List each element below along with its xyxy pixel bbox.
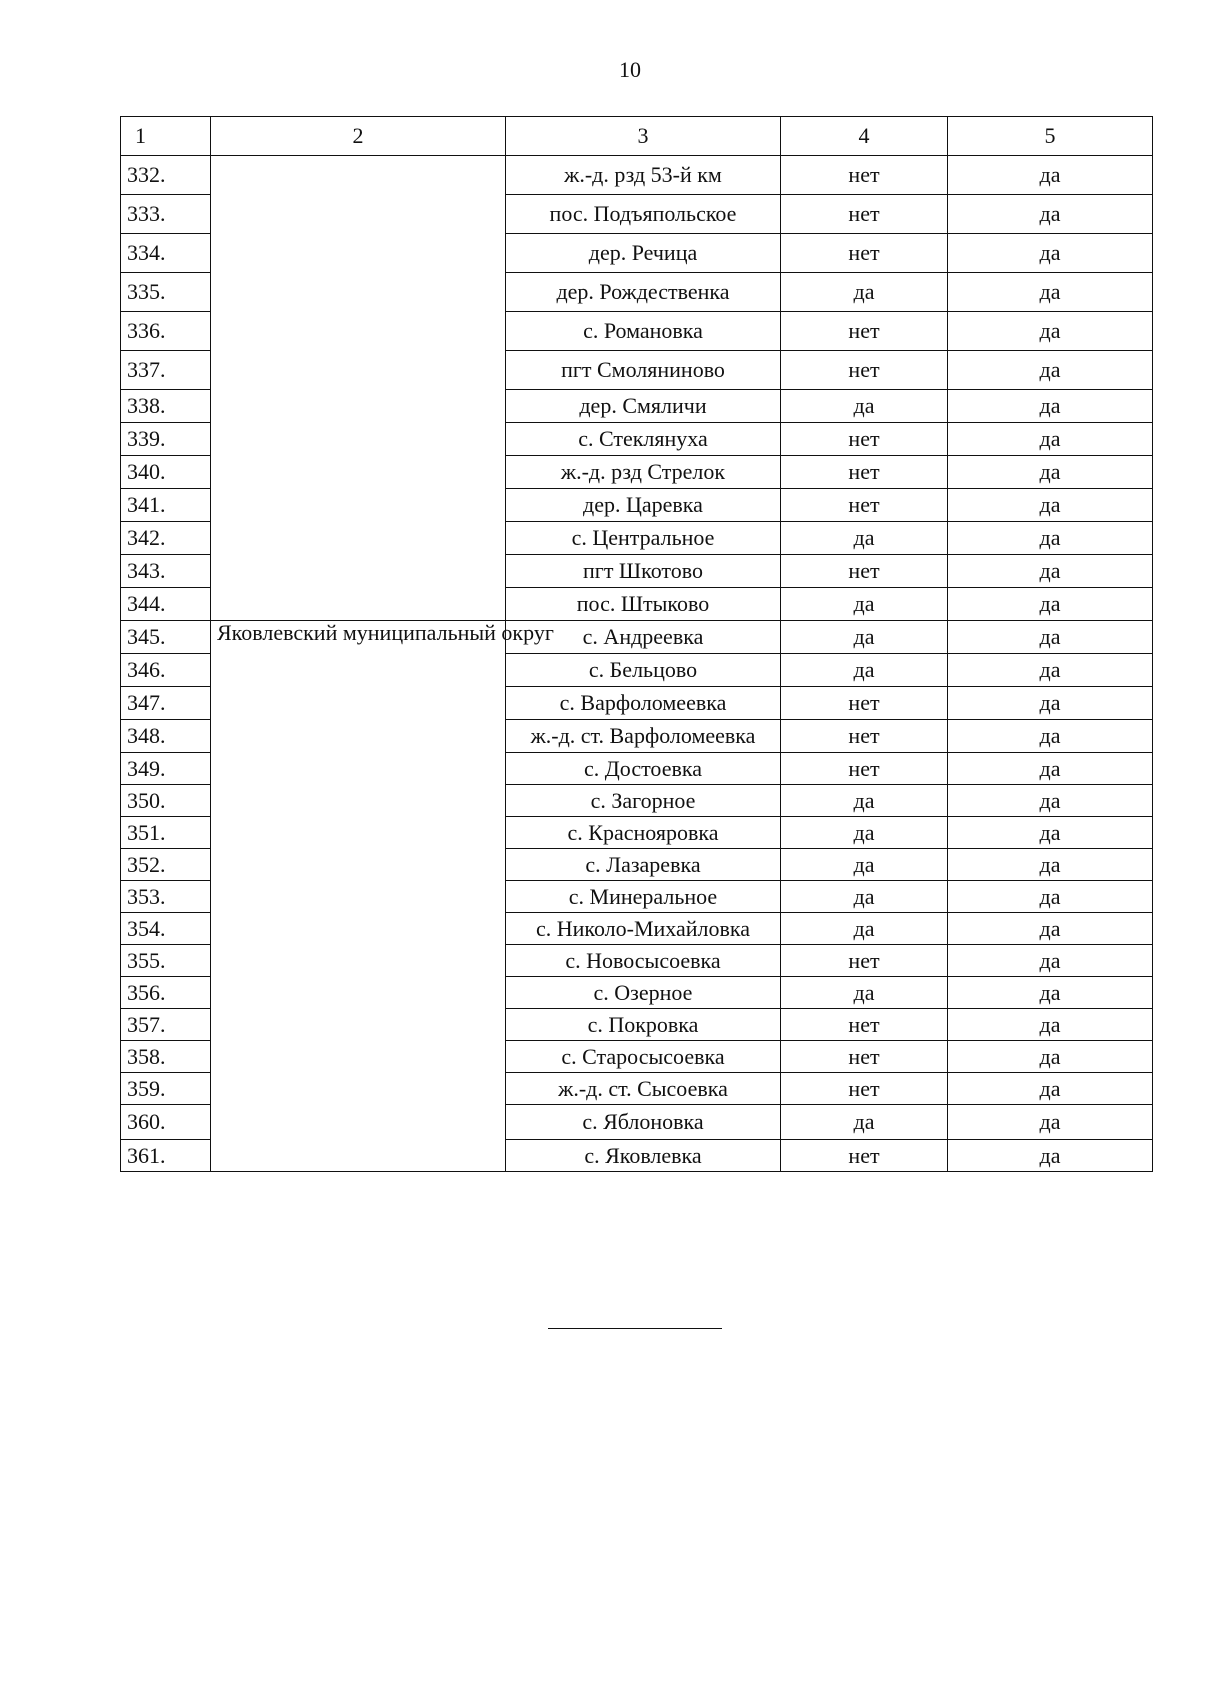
row-number: 342. (121, 522, 211, 555)
column-4-value: да (781, 588, 948, 621)
header-cell-1: 1 (121, 117, 211, 156)
column-4-value: нет (781, 489, 948, 522)
table-body (121, 117, 1153, 1172)
column-5-value: да (948, 849, 1153, 881)
row-number: 348. (121, 720, 211, 753)
column-4-value: да (781, 654, 948, 687)
column-5-value: да (948, 654, 1153, 687)
column-5-value: да (948, 312, 1153, 351)
column-5-value: да (948, 785, 1153, 817)
row-number: 349. (121, 753, 211, 785)
column-4-value: нет (781, 423, 948, 456)
column-4-value: да (781, 881, 948, 913)
column-4-value: нет (781, 1140, 948, 1172)
header-cell-2: 2 (211, 117, 506, 156)
settlement-name: ж.-д. рзд 53-й км (506, 156, 781, 195)
row-number: 361. (121, 1140, 211, 1172)
column-4-value: нет (781, 234, 948, 273)
settlement-name: дер. Речица (506, 234, 781, 273)
row-number: 360. (121, 1105, 211, 1140)
table-header-row (121, 117, 1153, 156)
settlement-name: с. Николо-Михайловка (506, 913, 781, 945)
column-5-value: да (948, 273, 1153, 312)
column-5-value: да (948, 522, 1153, 555)
table-row (121, 621, 1153, 654)
column-4-value: нет (781, 456, 948, 489)
row-number: 356. (121, 977, 211, 1009)
column-5-value: да (948, 555, 1153, 588)
column-5-value: да (948, 423, 1153, 456)
column-4-value: да (781, 273, 948, 312)
header-cell-4: 4 (781, 117, 948, 156)
settlement-name: с. Озерное (506, 977, 781, 1009)
row-number: 353. (121, 881, 211, 913)
row-number: 354. (121, 913, 211, 945)
closing-rule (548, 1328, 722, 1329)
column-5-value: да (948, 1105, 1153, 1140)
settlement-name: с. Новосысоевка (506, 945, 781, 977)
column-5-value: да (948, 234, 1153, 273)
settlement-name: ж.-д. ст. Варфоломеевка (506, 720, 781, 753)
column-4-value: нет (781, 312, 948, 351)
column-4-value: нет (781, 687, 948, 720)
settlement-name: пгт Смоляниново (506, 351, 781, 390)
table-row (121, 156, 1153, 195)
settlement-name: с. Старосысоевка (506, 1041, 781, 1073)
column-5-value: да (948, 753, 1153, 785)
column-4-value: да (781, 977, 948, 1009)
column-4-value: да (781, 785, 948, 817)
column-5-value: да (948, 489, 1153, 522)
header-cell-3: 3 (506, 117, 781, 156)
row-number: 334. (121, 234, 211, 273)
column-5-value: да (948, 817, 1153, 849)
settlement-name: с. Андреевка (506, 621, 781, 654)
settlement-name: с. Центральное (506, 522, 781, 555)
settlement-name: дер. Рождественка (506, 273, 781, 312)
row-number: 333. (121, 195, 211, 234)
settlement-name: с. Краснояровка (506, 817, 781, 849)
row-number: 335. (121, 273, 211, 312)
settlement-name: с. Лазаревка (506, 849, 781, 881)
row-number: 332. (121, 156, 211, 195)
row-number: 338. (121, 390, 211, 423)
settlement-name: с. Минеральное (506, 881, 781, 913)
column-5-value: да (948, 977, 1153, 1009)
row-number: 357. (121, 1009, 211, 1041)
column-5-value: да (948, 588, 1153, 621)
district-group-a (211, 156, 506, 621)
column-5-value: да (948, 621, 1153, 654)
settlement-name: с. Яковлевка (506, 1140, 781, 1172)
settlement-name: с. Варфоломеевка (506, 687, 781, 720)
row-number: 337. (121, 351, 211, 390)
settlement-name: с. Покровка (506, 1009, 781, 1041)
page-number: 10 (619, 57, 641, 82)
column-4-value: да (781, 522, 948, 555)
settlement-name: пос. Штыково (506, 588, 781, 621)
row-number: 358. (121, 1041, 211, 1073)
settlement-name: дер. Смяличи (506, 390, 781, 423)
settlements-table (120, 116, 1153, 1172)
column-4-value: нет (781, 156, 948, 195)
column-5-value: да (948, 1009, 1153, 1041)
column-5-value: да (948, 1073, 1153, 1105)
column-4-value: нет (781, 1041, 948, 1073)
settlement-name: с. Яблоновка (506, 1105, 781, 1140)
row-number: 351. (121, 817, 211, 849)
column-5-value: да (948, 390, 1153, 423)
settlement-name: с. Романовка (506, 312, 781, 351)
column-4-value: нет (781, 1009, 948, 1041)
row-number: 346. (121, 654, 211, 687)
row-number: 350. (121, 785, 211, 817)
row-number: 336. (121, 312, 211, 351)
column-4-value: да (781, 621, 948, 654)
settlement-name: пгт Шкотово (506, 555, 781, 588)
row-number: 352. (121, 849, 211, 881)
settlement-name: с. Достоевка (506, 753, 781, 785)
column-4-value: да (781, 913, 948, 945)
column-5-value: да (948, 881, 1153, 913)
column-4-value: да (781, 817, 948, 849)
column-5-value: да (948, 1041, 1153, 1073)
row-number: 344. (121, 588, 211, 621)
header-cell-5: 5 (948, 117, 1153, 156)
settlement-name: ж.-д. ст. Сысоевка (506, 1073, 781, 1105)
column-5-value: да (948, 351, 1153, 390)
settlement-name: с. Стеклянуха (506, 423, 781, 456)
column-5-value: да (948, 1140, 1153, 1172)
settlement-name: с. Загорное (506, 785, 781, 817)
settlement-name: с. Бельцово (506, 654, 781, 687)
column-4-value: нет (781, 351, 948, 390)
row-number: 341. (121, 489, 211, 522)
settlement-name: ж.-д. рзд Стрелок (506, 456, 781, 489)
column-5-value: да (948, 195, 1153, 234)
column-5-value: да (948, 913, 1153, 945)
column-5-value: да (948, 456, 1153, 489)
row-number: 359. (121, 1073, 211, 1105)
row-number: 339. (121, 423, 211, 456)
column-4-value: да (781, 849, 948, 881)
column-5-value: да (948, 720, 1153, 753)
column-5-value: да (948, 945, 1153, 977)
column-4-value: нет (781, 555, 948, 588)
column-4-value: да (781, 390, 948, 423)
column-4-value: да (781, 1105, 948, 1140)
row-number: 347. (121, 687, 211, 720)
row-number: 340. (121, 456, 211, 489)
settlement-name: пос. Подъяпольское (506, 195, 781, 234)
row-number: 345. (121, 621, 211, 654)
column-4-value: нет (781, 945, 948, 977)
row-number: 343. (121, 555, 211, 588)
column-5-value: да (948, 156, 1153, 195)
district-group-b: Яковлевский муниципальный округ (211, 621, 506, 1172)
column-4-value: нет (781, 753, 948, 785)
settlement-name: дер. Царевка (506, 489, 781, 522)
row-number: 355. (121, 945, 211, 977)
column-4-value: нет (781, 1073, 948, 1105)
column-4-value: нет (781, 195, 948, 234)
column-5-value: да (948, 687, 1153, 720)
column-4-value: нет (781, 720, 948, 753)
